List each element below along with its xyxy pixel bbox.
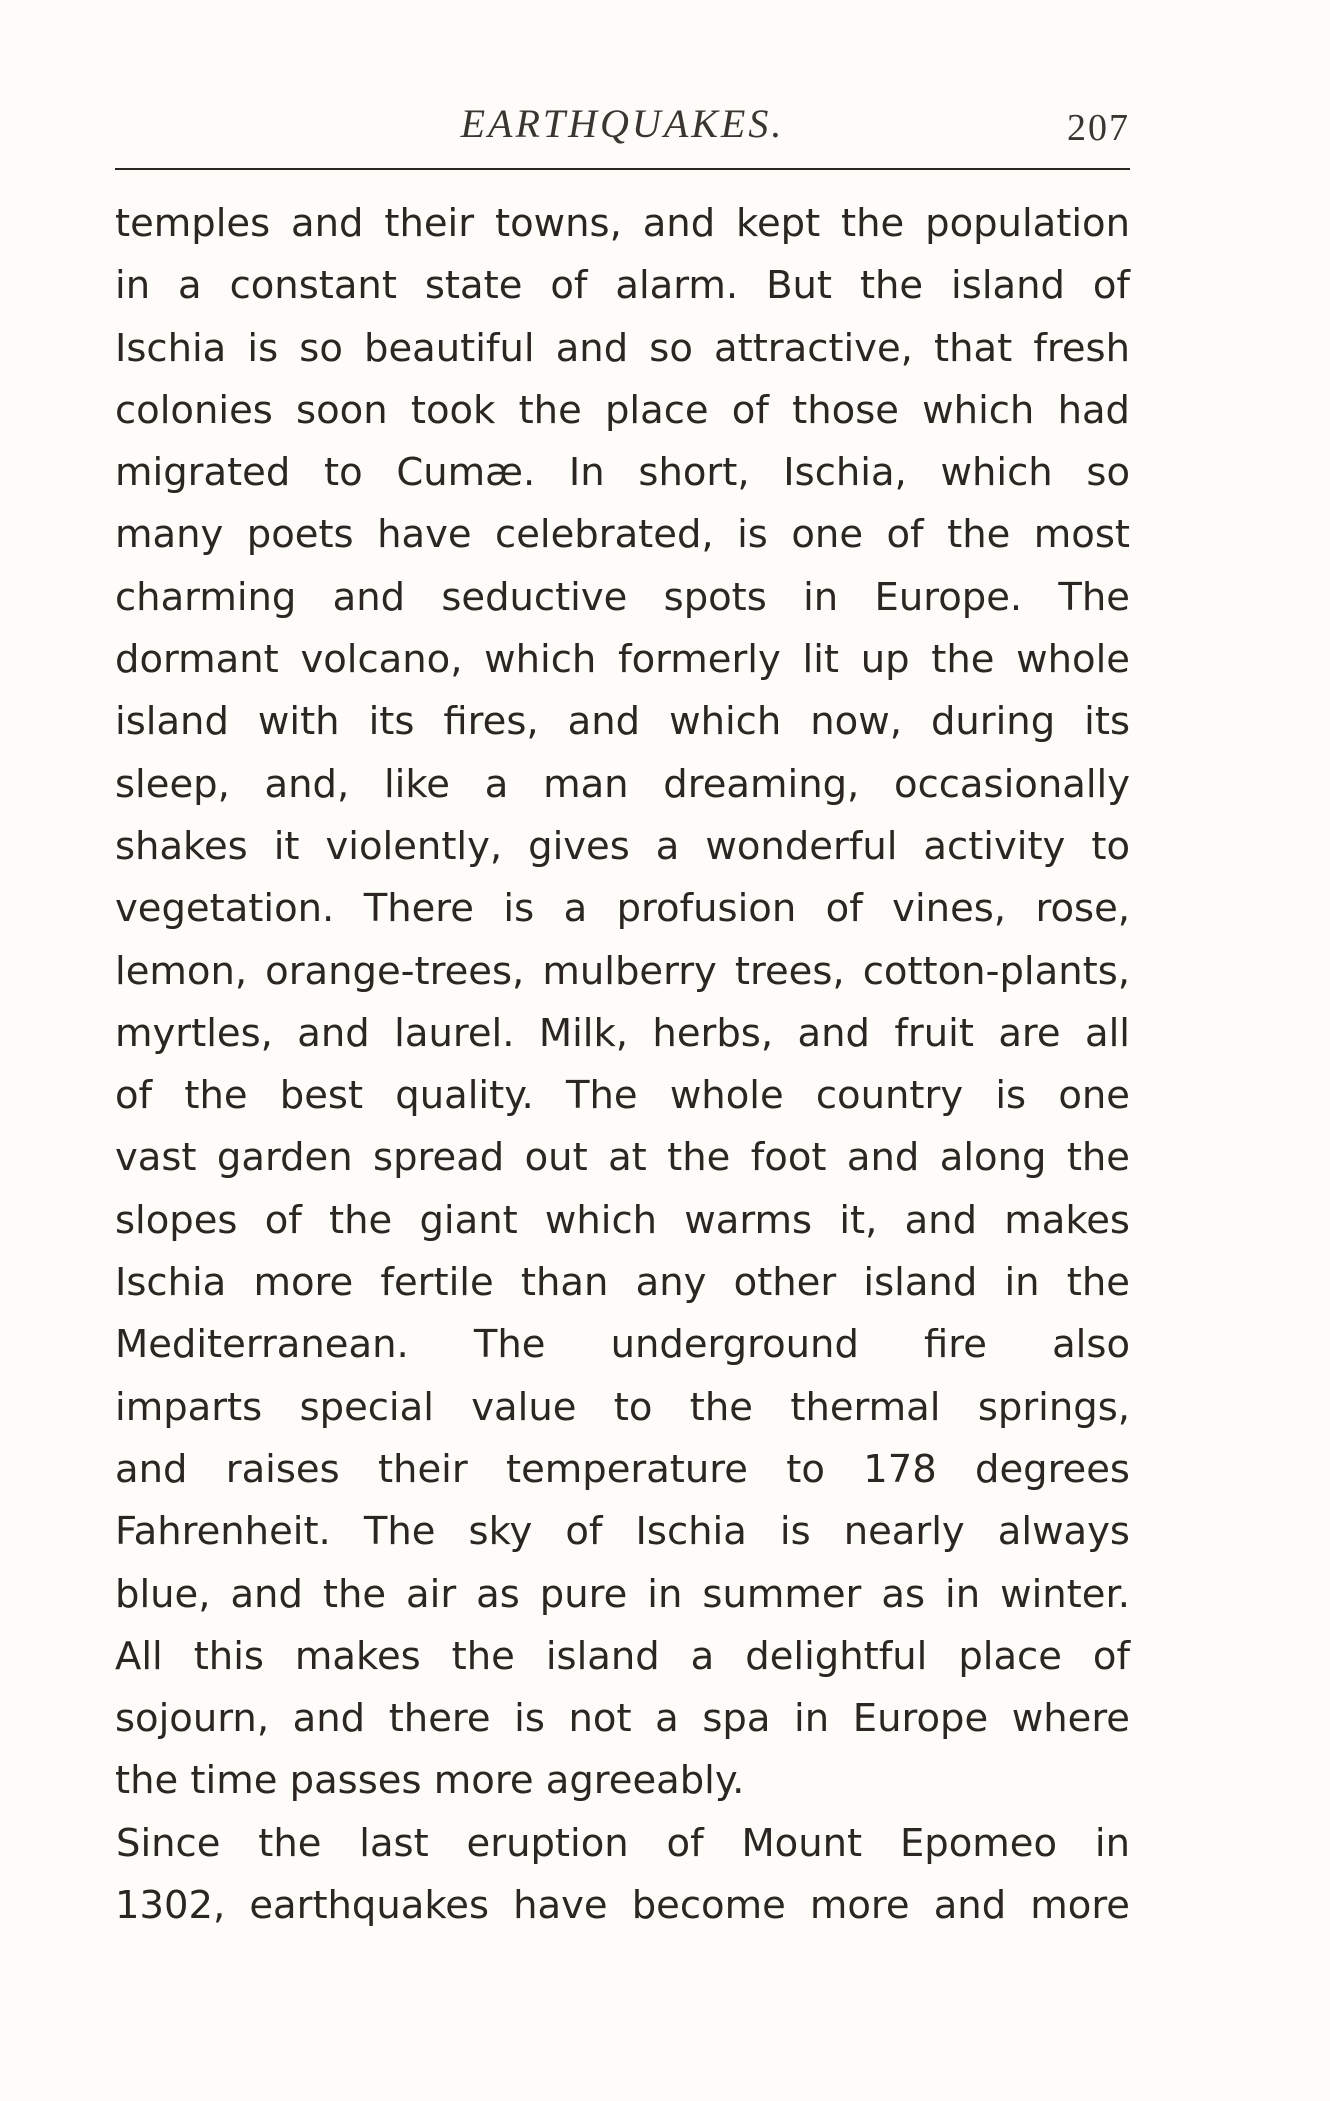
text-line: vast garden spread out at the foot and along the [115,1135,1130,1181]
text-line: vegetation. There is a profusion of vines, rose, [115,886,1130,932]
text-line: All this makes the island a delightful place of [115,1633,1130,1679]
text-line: sojourn, and there is not a spa in Europe where [115,1696,1130,1742]
text-line: dormant volcano, which formerly lit up the whole [115,637,1130,683]
text-line: many poets have celebrated, is one of the most [115,512,1130,558]
text-line-paragraph-end: the time passes more agreeably. [115,1758,745,1804]
running-title: EARTHQUAKES. [460,101,785,146]
text-line: myrtles, and laurel. Milk, herbs, and fruit are all [115,1010,1130,1056]
text-line: Ischia is so beautiful and so attractive, that fresh [115,325,1130,371]
text-line: lemon, orange-trees, mulberry trees, cotton-plants, [115,948,1130,994]
text-line: in a constant state of alarm. But the island of [115,263,1130,309]
text-line: blue, and the air as pure in summer as in winter. [115,1571,1130,1617]
text-line-paragraph-start: Since the last eruption of Mount Epomeo in [116,1820,1130,1866]
header-rule [115,168,1130,170]
text-line: Mediterranean. The underground fire also [115,1322,1130,1368]
text-line: colonies soon took the place of those which had [115,387,1130,433]
text-line: shakes it violently, gives a wonderful activity to [115,823,1130,869]
body-text [115,193,1130,1937]
text-line: imparts special value to the thermal springs, [115,1384,1130,1430]
text-line: temples and their towns, and kept the population [115,201,1130,246]
page-number: 207 [1067,107,1130,149]
text-line: slopes of the giant which warms it, and makes [115,1197,1130,1243]
text-line: charming and seductive spots in Europe. The [115,574,1130,620]
text-line: migrated to Cumæ. In short, Ischia, which so [115,450,1130,496]
running-head [115,100,1130,150]
text-line: sleep, and, like a man dreaming, occasionally [115,761,1130,807]
text-line: and raises their temperature to 178 degrees [115,1446,1130,1492]
text-line: island with its fires, and which now, during its [115,699,1130,745]
text-line: Ischia more fertile than any other island in the [115,1260,1130,1306]
text-line: 1302, earthquakes have become more and more [115,1883,1130,1929]
text-line: Fahrenheit. The sky of Ischia is nearly always [115,1509,1130,1555]
text-line: of the best quality. The whole country is one [115,1073,1130,1119]
